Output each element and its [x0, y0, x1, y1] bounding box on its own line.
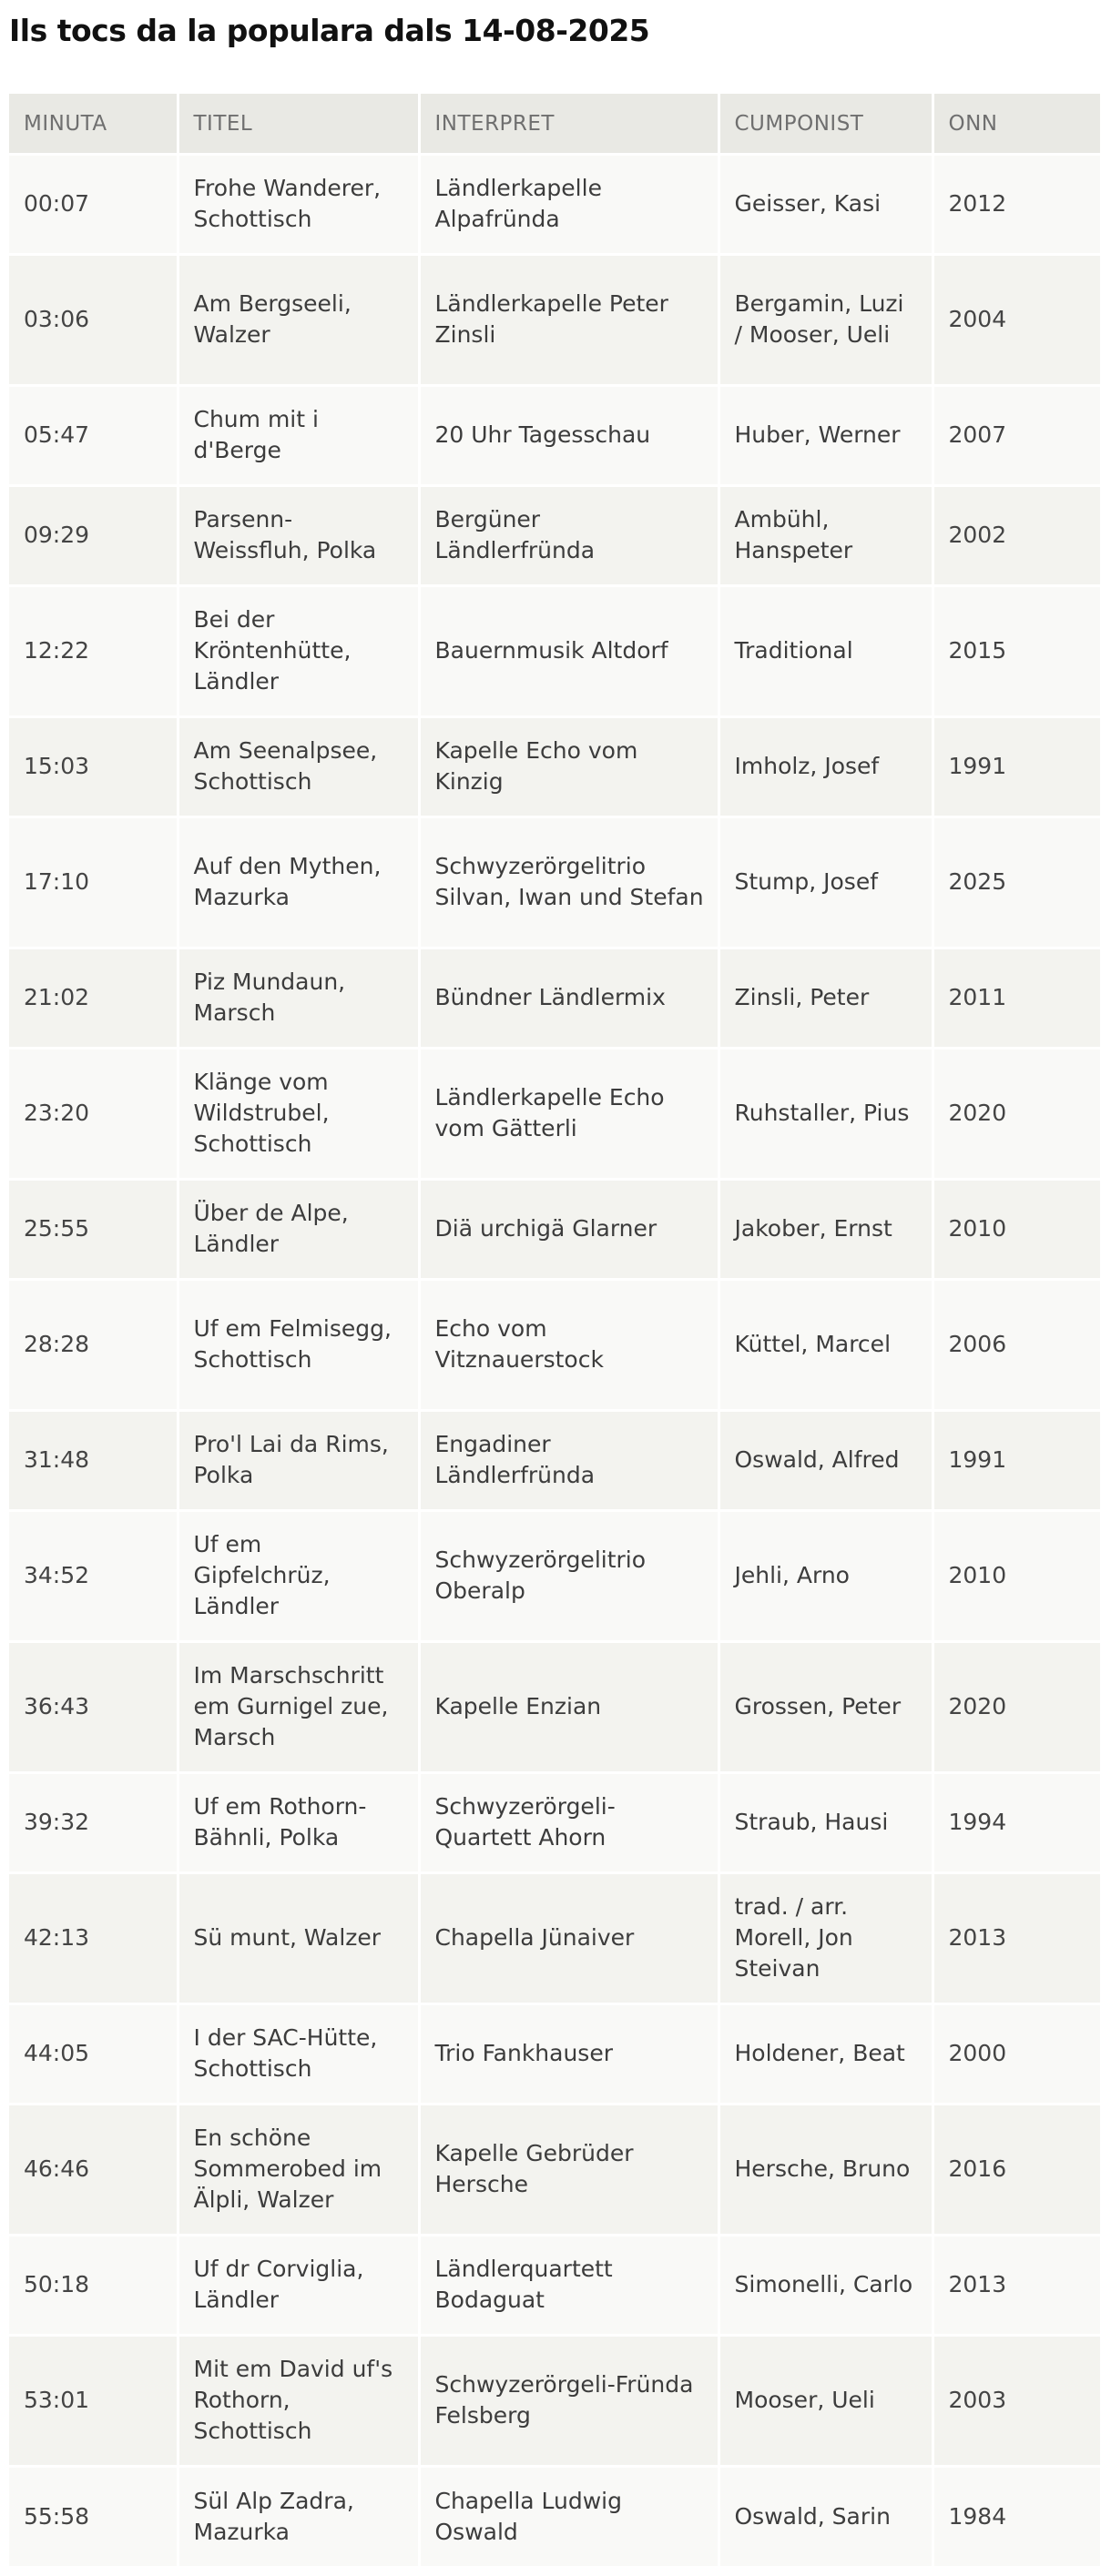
cell-minuta: 12:22 — [9, 585, 178, 716]
cell-onn: 2012 — [933, 154, 1100, 254]
table-body — [9, 154, 1100, 2566]
cell-minuta: 28:28 — [9, 1279, 178, 1410]
table-row — [9, 1872, 1100, 2003]
cell-titel: Mit em David uf's Rothorn, Schottisch — [178, 2335, 419, 2466]
cell-interpret: Chapella Jünaiver — [419, 1872, 719, 2003]
cell-interpret: Ländlerquartett Bodaguat — [419, 2235, 719, 2335]
table-row — [9, 485, 1100, 585]
cell-onn: 1991 — [933, 1410, 1100, 1510]
table-row — [9, 816, 1100, 948]
column-header-label: INTERPRET — [434, 112, 555, 137]
table-row — [9, 1510, 1100, 1641]
cell-cumponist: Ruhstaller, Pius — [719, 1048, 933, 1179]
cell-titel: Sül Alp Zadra, Mazurka — [178, 2466, 419, 2566]
cell-onn: 1994 — [933, 1772, 1100, 1872]
cell-interpret: Trio Fankhauser — [419, 2003, 719, 2104]
table-row — [9, 1641, 1100, 1772]
page-title: Ils tocs da la populara dals 14-08-2025 — [9, 13, 650, 48]
cell-cumponist: Oswald, Sarin — [719, 2466, 933, 2566]
cell-interpret: Kapelle Gebrüder Hersche — [419, 2104, 719, 2235]
table-header — [9, 94, 1100, 154]
cell-interpret: Kapelle Enzian — [419, 1641, 719, 1772]
cell-interpret: Engadiner Ländlerfründa — [419, 1410, 719, 1510]
cell-minuta: 39:32 — [9, 1772, 178, 1872]
playlist-table — [9, 94, 1100, 2566]
column-header-label: ONN — [948, 112, 998, 137]
column-header-label: TITEL — [193, 112, 253, 137]
cell-interpret: Bauernmusik Altdorf — [419, 585, 719, 716]
cell-minuta: 36:43 — [9, 1641, 178, 1772]
table-row — [9, 948, 1100, 1048]
cell-minuta: 00:07 — [9, 154, 178, 254]
cell-onn: 2025 — [933, 816, 1100, 948]
cell-minuta: 55:58 — [9, 2466, 178, 2566]
cell-cumponist: Mooser, Ueli — [719, 2335, 933, 2466]
cell-minuta: 03:06 — [9, 254, 178, 385]
column-header-interpret — [419, 94, 719, 154]
cell-titel: Bei der Kröntenhütte, Ländler — [178, 585, 419, 716]
header-row — [9, 94, 1100, 154]
cell-cumponist: Bergamin, Luzi / Mooser, Ueli — [719, 254, 933, 385]
cell-titel: Frohe Wanderer, Schottisch — [178, 154, 419, 254]
cell-titel: Über de Alpe, Ländler — [178, 1179, 419, 1279]
column-header-onn — [933, 94, 1100, 154]
cell-interpret: Ländlerkapelle Alpafründa — [419, 154, 719, 254]
cell-onn: 2002 — [933, 485, 1100, 585]
cell-interpret: Schwyzerörgelitrio Silvan, Iwan und Stefan — [419, 816, 719, 948]
cell-onn: 2007 — [933, 385, 1100, 485]
cell-titel: Auf den Mythen, Mazurka — [178, 816, 419, 948]
cell-minuta: 44:05 — [9, 2003, 178, 2104]
cell-interpret: Kapelle Echo vom Kinzig — [419, 716, 719, 816]
cell-onn: 2004 — [933, 254, 1100, 385]
table-row — [9, 1410, 1100, 1510]
cell-cumponist: Ambühl, Hanspeter — [719, 485, 933, 585]
cell-minuta: 09:29 — [9, 485, 178, 585]
cell-minuta: 05:47 — [9, 385, 178, 485]
cell-interpret: Bergüner Ländlerfründa — [419, 485, 719, 585]
cell-cumponist: Holdener, Beat — [719, 2003, 933, 2104]
table-row — [9, 385, 1100, 485]
cell-minuta: 23:20 — [9, 1048, 178, 1179]
cell-minuta: 17:10 — [9, 816, 178, 948]
cell-cumponist: Imholz, Josef — [719, 716, 933, 816]
cell-minuta: 34:52 — [9, 1510, 178, 1641]
cell-minuta: 25:55 — [9, 1179, 178, 1279]
cell-onn: 1984 — [933, 2466, 1100, 2566]
cell-interpret: Diä urchigä Glarner — [419, 1179, 719, 1279]
cell-minuta: 46:46 — [9, 2104, 178, 2235]
cell-onn: 2020 — [933, 1048, 1100, 1179]
column-header-label: CUMPONIST — [734, 112, 864, 137]
cell-minuta: 15:03 — [9, 716, 178, 816]
cell-titel: Uf em Felmisegg, Schottisch — [178, 1279, 419, 1410]
cell-interpret: Schwyzerörgeli-Quartett Ahorn — [419, 1772, 719, 1872]
cell-titel: Uf em Rothorn-Bähnli, Polka — [178, 1772, 419, 1872]
cell-interpret: Echo vom Vitznauerstock — [419, 1279, 719, 1410]
cell-cumponist: Zinsli, Peter — [719, 948, 933, 1048]
table-row — [9, 1279, 1100, 1410]
table-row — [9, 2003, 1100, 2104]
cell-minuta: 31:48 — [9, 1410, 178, 1510]
cell-cumponist: Traditional — [719, 585, 933, 716]
cell-onn: 2010 — [933, 1510, 1100, 1641]
cell-onn: 2016 — [933, 2104, 1100, 2235]
cell-cumponist: Oswald, Alfred — [719, 1410, 933, 1510]
cell-interpret: Bündner Ländlermix — [419, 948, 719, 1048]
cell-interpret: Chapella Ludwig Oswald — [419, 2466, 719, 2566]
cell-titel: Am Bergseeli, Walzer — [178, 254, 419, 385]
cell-onn: 2003 — [933, 2335, 1100, 2466]
table-row — [9, 1179, 1100, 1279]
cell-onn: 2010 — [933, 1179, 1100, 1279]
cell-minuta: 42:13 — [9, 1872, 178, 2003]
cell-interpret: Ländlerkapelle Echo vom Gätterli — [419, 1048, 719, 1179]
table-row — [9, 585, 1100, 716]
cell-interpret: Ländlerkapelle Peter Zinsli — [419, 254, 719, 385]
table-row — [9, 2235, 1100, 2335]
table-row — [9, 2335, 1100, 2466]
cell-cumponist: Stump, Josef — [719, 816, 933, 948]
cell-cumponist: Grossen, Peter — [719, 1641, 933, 1772]
cell-titel: I der SAC-Hütte, Schottisch — [178, 2003, 419, 2104]
cell-onn: 2000 — [933, 2003, 1100, 2104]
cell-cumponist: Geisser, Kasi — [719, 154, 933, 254]
cell-cumponist: trad. / arr. Morell, Jon Steivan — [719, 1872, 933, 2003]
cell-interpret: Schwyzerörgeli-Fründa Felsberg — [419, 2335, 719, 2466]
cell-onn: 2015 — [933, 585, 1100, 716]
cell-titel: Chum mit i d'Berge — [178, 385, 419, 485]
column-header-label: MINUTA — [24, 112, 107, 137]
cell-titel: Im Marschschritt em Gurnigel zue, Marsch — [178, 1641, 419, 1772]
cell-onn: 1991 — [933, 716, 1100, 816]
cell-cumponist: Hersche, Bruno — [719, 2104, 933, 2235]
cell-minuta: 50:18 — [9, 2235, 178, 2335]
table-row — [9, 1048, 1100, 1179]
cell-cumponist: Straub, Hausi — [719, 1772, 933, 1872]
table-row — [9, 2466, 1100, 2566]
cell-titel: Sü munt, Walzer — [178, 1872, 419, 2003]
cell-cumponist: Jakober, Ernst — [719, 1179, 933, 1279]
column-header-titel — [178, 94, 419, 154]
cell-minuta: 53:01 — [9, 2335, 178, 2466]
cell-titel: Uf em Gipfelchrüz, Ländler — [178, 1510, 419, 1641]
cell-cumponist: Küttel, Marcel — [719, 1279, 933, 1410]
cell-titel: En schöne Sommerobed im Älpli, Walzer — [178, 2104, 419, 2235]
cell-onn: 2013 — [933, 1872, 1100, 2003]
cell-onn: 2013 — [933, 2235, 1100, 2335]
cell-cumponist: Simonelli, Carlo — [719, 2235, 933, 2335]
cell-titel: Pro'l Lai da Rims, Polka — [178, 1410, 419, 1510]
table-row — [9, 1772, 1100, 1872]
cell-titel: Piz Mundaun, Marsch — [178, 948, 419, 1048]
table-row — [9, 2104, 1100, 2235]
cell-titel: Klänge vom Wildstrubel, Schottisch — [178, 1048, 419, 1179]
cell-interpret: 20 Uhr Tagesschau — [419, 385, 719, 485]
cell-titel: Uf dr Corviglia, Ländler — [178, 2235, 419, 2335]
cell-cumponist: Huber, Werner — [719, 385, 933, 485]
cell-interpret: Schwyzerörgelitrio Oberalp — [419, 1510, 719, 1641]
column-header-cumponist — [719, 94, 933, 154]
cell-titel: Parsenn-Weissfluh, Polka — [178, 485, 419, 585]
cell-onn: 2006 — [933, 1279, 1100, 1410]
cell-cumponist: Jehli, Arno — [719, 1510, 933, 1641]
cell-onn: 2011 — [933, 948, 1100, 1048]
cell-onn: 2020 — [933, 1641, 1100, 1772]
table-row — [9, 154, 1100, 254]
table-row — [9, 254, 1100, 385]
column-header-minuta — [9, 94, 178, 154]
cell-minuta: 21:02 — [9, 948, 178, 1048]
cell-titel: Am Seenalpsee, Schottisch — [178, 716, 419, 816]
table-row — [9, 716, 1100, 816]
